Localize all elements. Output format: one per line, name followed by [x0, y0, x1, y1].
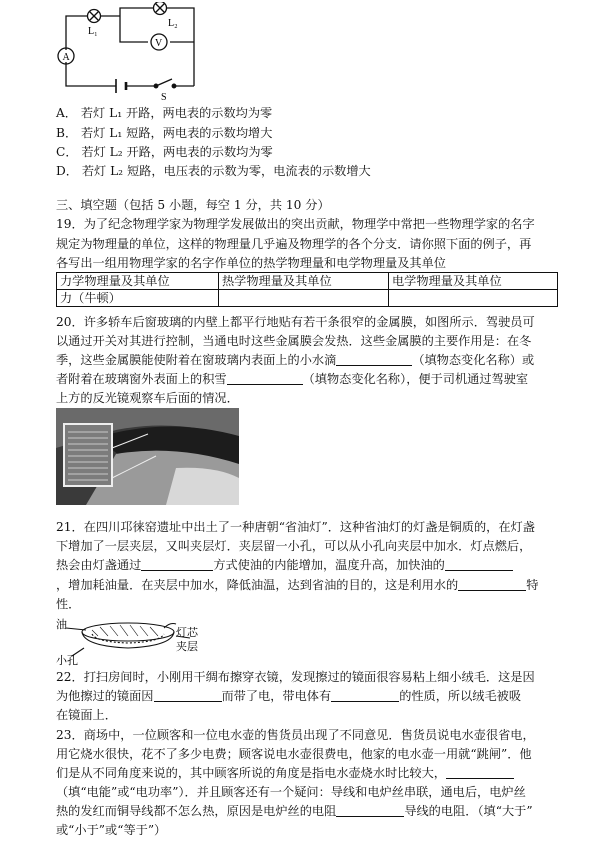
wick-label: 灯芯	[176, 626, 198, 639]
q19-line-2: 规定为物理量的单位，这样的物理量几乎遍及物理学的各个分支．请你照下面的例子，再	[56, 237, 532, 251]
q23-line-2: 用它烧水很快，花不了多少电费；顾客说电水壶很费电，他家的电水壶一用就“跳闸”．他	[56, 747, 532, 761]
cell-electric-answer[interactable]	[389, 290, 558, 307]
q23-line-5: 热的发红而铜导线都不怎么热，原因是电炉丝的电阻 导线的电阻．（填“大于”	[56, 804, 533, 818]
cell-thermal-answer[interactable]	[219, 290, 389, 307]
q20-line-1: 20．许多轿车后窗玻璃的内壁上都平行地贴有若干条很窄的金属膜，如图所示．驾驶员可	[56, 315, 535, 329]
header-thermal: 热学物理量及其单位	[219, 273, 389, 290]
header-mechanics: 力学物理量及其单位	[57, 273, 219, 290]
q20-line-2: 以通过开关对其进行控制，当通电时这些金属膜会发热．这些金属膜的主要作用是：在冬	[56, 334, 532, 348]
lamp1-label: L₁	[88, 26, 98, 37]
q22-line-3: 在镜面上．	[56, 708, 117, 722]
answer-blank[interactable]	[227, 372, 303, 385]
option-d: D． 若灯 L₂ 短路，电压表的示数为零，电流表的示数增大	[56, 164, 371, 178]
q19-line-3: 各写出一组用物理学家的名字作单位的热学物理量和电学物理量及其单位	[56, 256, 446, 270]
hole-label: 小孔	[56, 654, 78, 666]
answer-blank[interactable]	[458, 578, 526, 591]
lamp2-label: L₂	[168, 18, 178, 29]
q21-line-5: 性．	[56, 597, 81, 611]
car-rear-window-photo	[56, 408, 239, 505]
table-row	[57, 290, 558, 307]
answer-blank[interactable]	[154, 689, 222, 702]
q20-line-4: 者附着在玻璃窗外表面上的积雪 （填物态变化名称），便于司机通过驾驶室	[56, 372, 529, 386]
option-c: C． 若灯 L₂ 开路，两电表的示数均为零	[56, 145, 273, 159]
oil-label: 油	[56, 618, 67, 631]
q23-line-1: 23．商场中，一位顾客和一位电水壶的售货员出现了不同意见．售货员说电水壶很省电，	[56, 728, 535, 742]
circuit-diagram	[44, 2, 204, 102]
q21-line-2: 下增加了一层夹层，又叫夹层灯．夹层留一小孔，可以从小孔向夹层中加水．灯点燃后，	[56, 539, 532, 553]
oil-lamp-diagram	[56, 610, 216, 666]
q23-line-4: （填“电能”或“电功率”）．并且顾客还有一个疑问：导线和电炉丝串联，通电后，电炉丝	[56, 785, 526, 799]
answer-blank[interactable]	[445, 558, 513, 571]
interlayer-label: 夹层	[176, 640, 198, 653]
option-a: A． 若灯 L₁ 开路，两电表的示数均为零	[56, 106, 273, 120]
units-table	[56, 272, 558, 307]
option-b: B． 若灯 L₁ 短路，两电表的示数均增大	[56, 126, 273, 140]
q21-line-4: ，增加耗油量．在夹层中加水，降低油温，达到省油的目的，这是利用水的 特	[56, 578, 539, 592]
answer-blank[interactable]	[141, 558, 213, 571]
answer-blank[interactable]	[446, 766, 514, 779]
answer-blank[interactable]	[336, 804, 404, 817]
answer-blank[interactable]	[336, 353, 412, 366]
q23-line-6: 或“小于”或“等于”）	[56, 823, 167, 837]
section-title: 三、填空题（包括 5 小题，每空 1 分，共 10 分）	[56, 198, 330, 212]
q20-line-3: 季，这些金属膜能使附着在窗玻璃内表面上的小水滴 （填物态变化名称）或	[56, 353, 535, 367]
answer-blank[interactable]	[331, 689, 399, 702]
q22-line-2: 为他擦过的镜面因 而带了电，带电体有 的性质，所以绒毛被吸	[56, 689, 522, 703]
header-electric: 电学物理量及其单位	[389, 273, 558, 290]
q21-line-1: 21．在四川邛徕窑遗址中出土了一种唐朝“省油灯”．这种省油灯的灯盏是铜质的，在灯盏	[56, 520, 535, 534]
cell-example: 力（牛顿）	[57, 290, 219, 307]
q21-line-3: 热会由灯盏通过 方式使油的内能增加，温度升高，加快油的	[56, 556, 513, 573]
voltmeter-label: V	[155, 38, 163, 49]
table-row	[57, 273, 558, 290]
q23-line-3: 们是从不同角度来说的，其中顾客所说的角度是指电水壶烧水时比较大，	[56, 764, 514, 781]
q22-line-1: 22．打扫房间时，小刚用干绸布擦穿衣镜，发现擦过的镜面很容易粘上细小绒毛．这是因	[56, 670, 535, 684]
q20-line-5: 上方的反光镜观察车后面的情况．	[56, 391, 239, 405]
q19-line-1: 19．为了纪念物理学家为物理学发展做出的突出贡献，物理学中常把一些物理学家的名字	[56, 217, 535, 231]
switch-label: S	[161, 92, 167, 102]
ammeter-label: A	[62, 52, 70, 63]
